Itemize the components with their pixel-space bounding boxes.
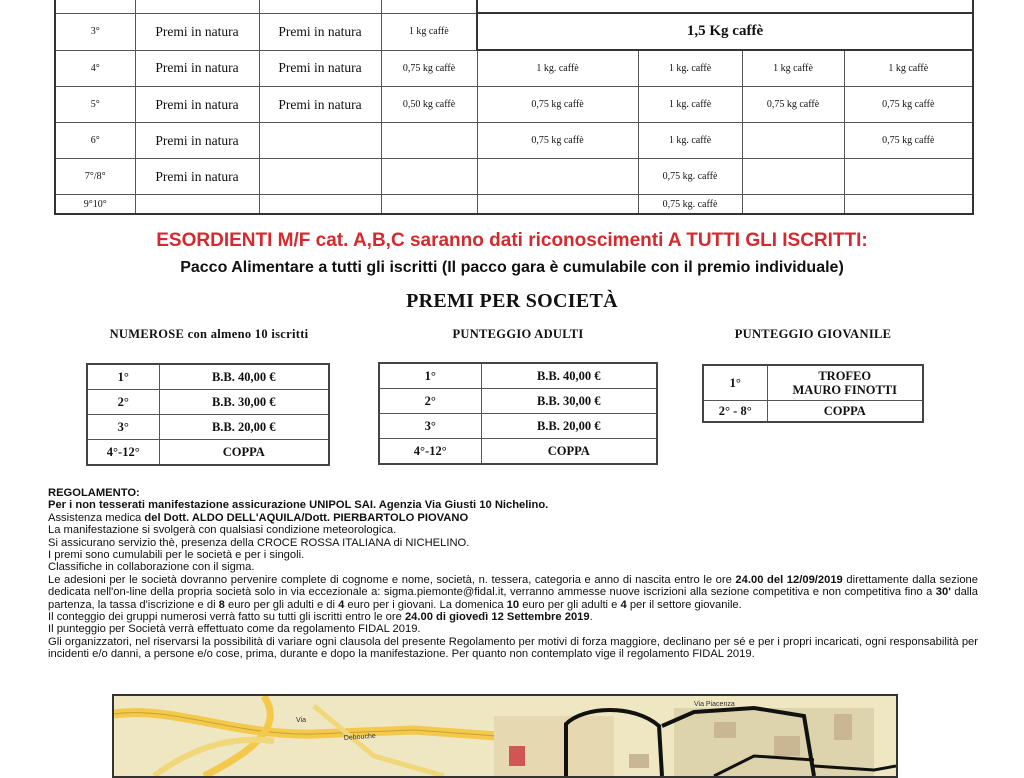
prize-cell: 1 kg. caffè (638, 123, 742, 159)
rank-cell: 2° (87, 390, 159, 415)
map-label-via: Via (296, 717, 306, 724)
table-row (379, 439, 657, 465)
regolamento-line: La manifestazione si svolgerà con qualsiasi condizione meteorologica. (48, 524, 397, 537)
prize-cell: B.B. 30,00 € (159, 390, 329, 415)
position-cell (55, 0, 135, 13)
rank-cell: 3° (87, 415, 159, 440)
position-cell: 6° (55, 123, 135, 159)
prize-cell: COPPA (159, 440, 329, 466)
map-label-debouche: Debouche (343, 732, 376, 742)
regolamento-heading: REGOLAMENTO: (48, 487, 140, 499)
trofeo-line: TROFEO (818, 369, 872, 383)
prize-cell: Premi in natura (135, 87, 259, 123)
prize-cell: 1 kg. caffè (638, 50, 742, 87)
giovanile-title: PUNTEGGIO GIOVANILE (734, 327, 892, 341)
prize-cell: 1 kg caffè (381, 13, 477, 50)
prize-cell-wide: 1,5 Kg caffè (477, 13, 973, 50)
prize-cell (844, 195, 973, 215)
prize-cell-wide (477, 0, 973, 13)
prize-cell: 0,75 kg. caffè (638, 195, 742, 215)
prize-cell (477, 159, 638, 195)
prize-cell (381, 123, 477, 159)
prize-cell (742, 159, 844, 195)
adulti-table (378, 362, 658, 465)
prize-cell (381, 159, 477, 195)
position-cell: 9°10° (55, 195, 135, 215)
regolamento-line: Classifiche in collaborazione con il sigma. (48, 561, 255, 574)
rank-cell: 2° (379, 389, 481, 414)
prize-cell: Premi in natura (259, 13, 381, 50)
prize-cell: B.B. 30,00 € (481, 389, 657, 414)
adulti-block (378, 327, 658, 465)
regolamento-line: Per i non tesserati manifestazione assicurazione UNIPOL SAI. Agenzia Via Giusti 10 Nichelino. (48, 499, 549, 512)
rank-cell: 4°-12° (87, 440, 159, 466)
prize-row (55, 0, 973, 13)
prize-cell: 1 kg. caffè (477, 50, 638, 87)
regolamento-line: Il punteggio per Società verrà effettuato come da regolamento FIDAL 2019. (48, 623, 421, 636)
prize-cell (259, 0, 381, 13)
adulti-title: PUNTEGGIO ADULTI (452, 327, 584, 341)
prize-cell: Premi in natura (135, 159, 259, 195)
prize-cell: B.B. 20,00 € (481, 414, 657, 439)
prize-cell: 0,75 kg caffè (477, 87, 638, 123)
prize-cell (844, 159, 973, 195)
regolamento-line: Assistenza medica del Dott. ALDO DELL'AQUILA/Dott. PIERBARTOLO PIOVANO (48, 511, 469, 524)
prize-cell (477, 195, 638, 215)
regolamento-paragraph: Gli organizzatori, nel riservarsi la possibilità di variare ogni clausola del presente Regolamento per motivi di forza maggiore, declinano per sé e per i propri incaricati, ogni responsabilità per incidenti e/o danni, a persone e/o cose, prima, durante e dopo la manifestazione. Per quanto non contemplato vige il regolamento FIDAL 2019. (48, 635, 978, 661)
rank-cell: 1° (379, 363, 481, 389)
prize-cell: Premi in natura (135, 13, 259, 50)
table-row (703, 365, 923, 401)
prize-cell: Premi in natura (135, 50, 259, 87)
prize-cell (135, 195, 259, 215)
position-cell: 3° (55, 13, 135, 50)
table-row (379, 363, 657, 389)
prize-cell (381, 195, 477, 215)
table-row (87, 364, 329, 390)
prize-cell (767, 365, 923, 401)
position-cell: 5° (55, 87, 135, 123)
prize-row (55, 50, 973, 87)
prize-cell (259, 195, 381, 215)
prize-row (55, 159, 973, 195)
prize-cell: B.B. 40,00 € (159, 364, 329, 390)
rank-cell: 1° (703, 365, 767, 401)
premi-societa-heading: PREMI PER SOCIETÀ (406, 290, 618, 312)
prize-grid (54, 0, 974, 215)
map-label-piacenza: Via Piacenza (694, 701, 735, 708)
route-map (112, 694, 898, 778)
numerose-block (88, 327, 330, 466)
prize-cell (742, 195, 844, 215)
prize-cell: COPPA (767, 401, 923, 423)
prize-cell: 0,75 kg. caffè (638, 159, 742, 195)
prize-cell: COPPA (481, 439, 657, 465)
table-row (87, 390, 329, 415)
table-row (87, 415, 329, 440)
prize-cell: 0,75 kg caffè (381, 50, 477, 87)
prize-cell: 0,75 kg caffè (477, 123, 638, 159)
regolamento-paragraph: Le adesioni per le società dovranno pervenire complete di cognome e nome, società, n. tessera, categoria e anno di nascita entro le ore 24.00 del 12/09/2019 direttamente dalla sezione dedicata nell'on-line della propria società solo in via eccezionale a: sigma.piemonte@fidal.it, verranno ammesse nuove iscrizioni alla sezione competitiva e non competitiva fino a 30' dalla partenza, la tassa d'iscrizione e di 8 euro per gli adulti e di 4 euro per i giovani. La domenica 10 euro per gli adulti e 4 per il settore giovanile. (48, 573, 979, 611)
pacco-alimentare-text: Pacco Alimentare a tutti gli iscritti (Il pacco gara è cumulabile con il premio individuale) (180, 259, 844, 276)
prize-row (55, 195, 973, 215)
prize-cell: 1 kg caffè (844, 50, 973, 87)
prize-cell (259, 159, 381, 195)
table-row (379, 414, 657, 439)
prize-cell: 0,75 kg caffè (844, 123, 973, 159)
esordienti-heading: ESORDIENTI M/F cat. A,B,C saranno dati riconoscimenti A TUTTI GLI ISCRITTI: (156, 230, 868, 251)
rank-cell: 4°-12° (379, 439, 481, 465)
prize-cell: 0,75 kg caffè (844, 87, 973, 123)
prize-cell (381, 0, 477, 13)
rank-cell: 1° (87, 364, 159, 390)
table-row (379, 389, 657, 414)
prize-row (55, 87, 973, 123)
rank-cell: 2° - 8° (703, 401, 767, 423)
map-graphic (114, 696, 896, 776)
prize-cell (135, 0, 259, 13)
regolamento-line: Si assicurano servizio thè, presenza della CROCE ROSSA ITALIANA di NICHELINO. (48, 536, 470, 549)
giovanile-table (702, 364, 924, 423)
prize-cell: 1 kg caffè (742, 50, 844, 87)
rank-cell: 3° (379, 414, 481, 439)
regolamento-section (48, 487, 978, 661)
prize-cell: B.B. 20,00 € (159, 415, 329, 440)
prize-cell: Premi in natura (135, 123, 259, 159)
prize-cell: B.B. 40,00 € (481, 363, 657, 389)
prize-row (55, 123, 973, 159)
prize-cell: 1 kg. caffè (638, 87, 742, 123)
table-row (87, 440, 329, 466)
table-row (703, 401, 923, 423)
prize-row (55, 13, 973, 50)
prize-cell: 0,50 kg caffè (381, 87, 477, 123)
numerose-title: NUMEROSE con almeno 10 iscritti (109, 327, 309, 341)
prize-cell: Premi in natura (259, 50, 381, 87)
prize-cell (259, 123, 381, 159)
giovanile-block (702, 327, 924, 423)
trofeo-name-line: MAURO FINOTTI (792, 383, 898, 397)
prize-cell (742, 123, 844, 159)
position-cell: 7°/8° (55, 159, 135, 195)
numerose-table (86, 363, 330, 466)
prize-cell: Premi in natura (259, 87, 381, 123)
prize-cell: 0,75 kg caffè (742, 87, 844, 123)
regolamento-line: Il conteggio dei gruppi numerosi verrà fatto su tutti gli iscritti entro le ore 24.00 di giovedì 12 Settembre 2019. (48, 611, 593, 624)
regolamento-line: I premi sono cumulabili per le società e per i singoli. (48, 549, 305, 562)
position-cell: 4° (55, 50, 135, 87)
